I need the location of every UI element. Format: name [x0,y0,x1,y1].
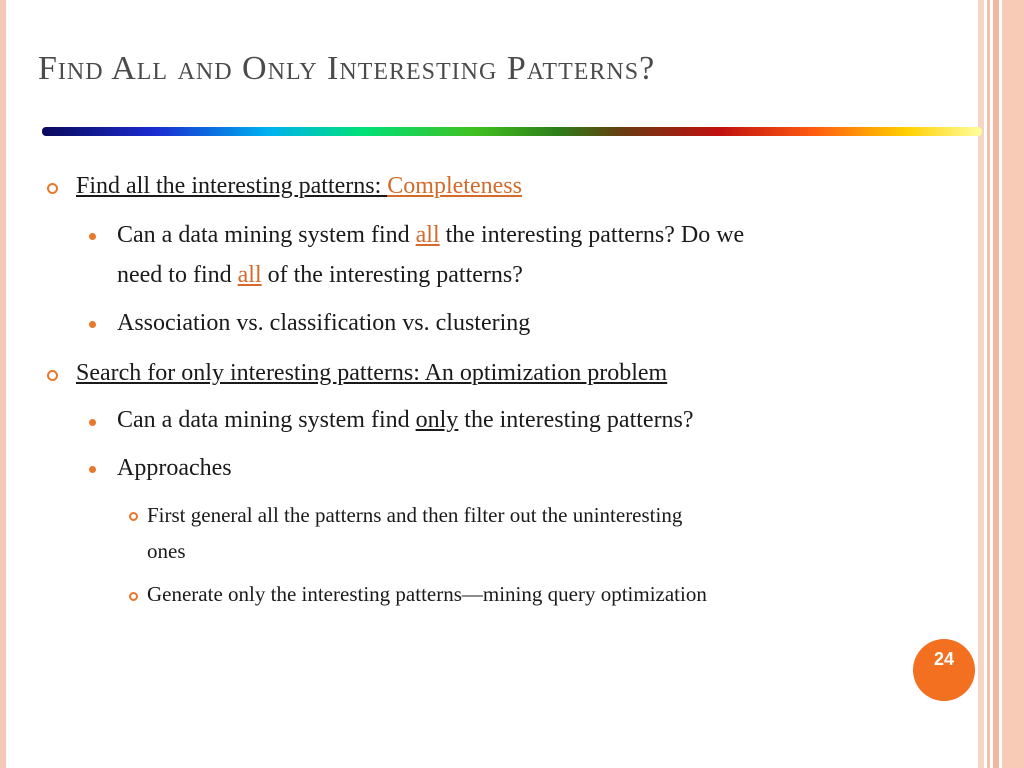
text-segment: the interesting patterns? [458,407,694,433]
text-segment: Can a data mining system find [117,407,416,433]
bullet-dot-icon [89,466,96,473]
bullet-ring-icon [47,183,58,194]
text-segment: Can a data mining system find [117,222,416,248]
bullet-approaches: Approaches [117,455,232,481]
text-segment: of the interesting patterns? [261,262,523,288]
bullet-completeness [76,173,522,200]
bullet-find-all-line1 [117,222,744,249]
bullet-dot-icon [89,233,96,240]
bullet-ring-icon [47,370,58,381]
bullet-find-all-line2 [117,262,523,289]
bullet-find-only [117,407,694,434]
text-segment: need to find [117,262,238,288]
bullet-generate-only: Generate only the interesting patterns—mining query optimization [147,582,707,606]
bullet-text: Find all the interesting patterns: [76,173,388,199]
bullet-first-general-line1: First general all the patterns and then filter out the uninteresting [147,503,683,527]
only-emphasis: only [415,407,459,433]
bullet-search-only: Search for only interesting patterns: An optimization problem [76,360,668,386]
page-number-badge: 24 [913,639,975,701]
text-segment: the interesting patterns? Do we [439,222,745,248]
bullet-dot-icon [89,419,96,426]
bullet-ring-icon [129,592,138,601]
bullet-ring-icon [129,512,138,521]
completeness-link[interactable]: Completeness [387,173,522,199]
all-link-2[interactable]: all [237,262,262,288]
bullet-dot-icon [89,321,96,328]
all-link[interactable]: all [415,222,440,248]
bullet-first-general-line2: ones [147,539,186,563]
slide-title: Find All and Only Interesting Patterns? [38,50,656,87]
bullet-association: Association vs. classification vs. clustering [117,310,531,336]
